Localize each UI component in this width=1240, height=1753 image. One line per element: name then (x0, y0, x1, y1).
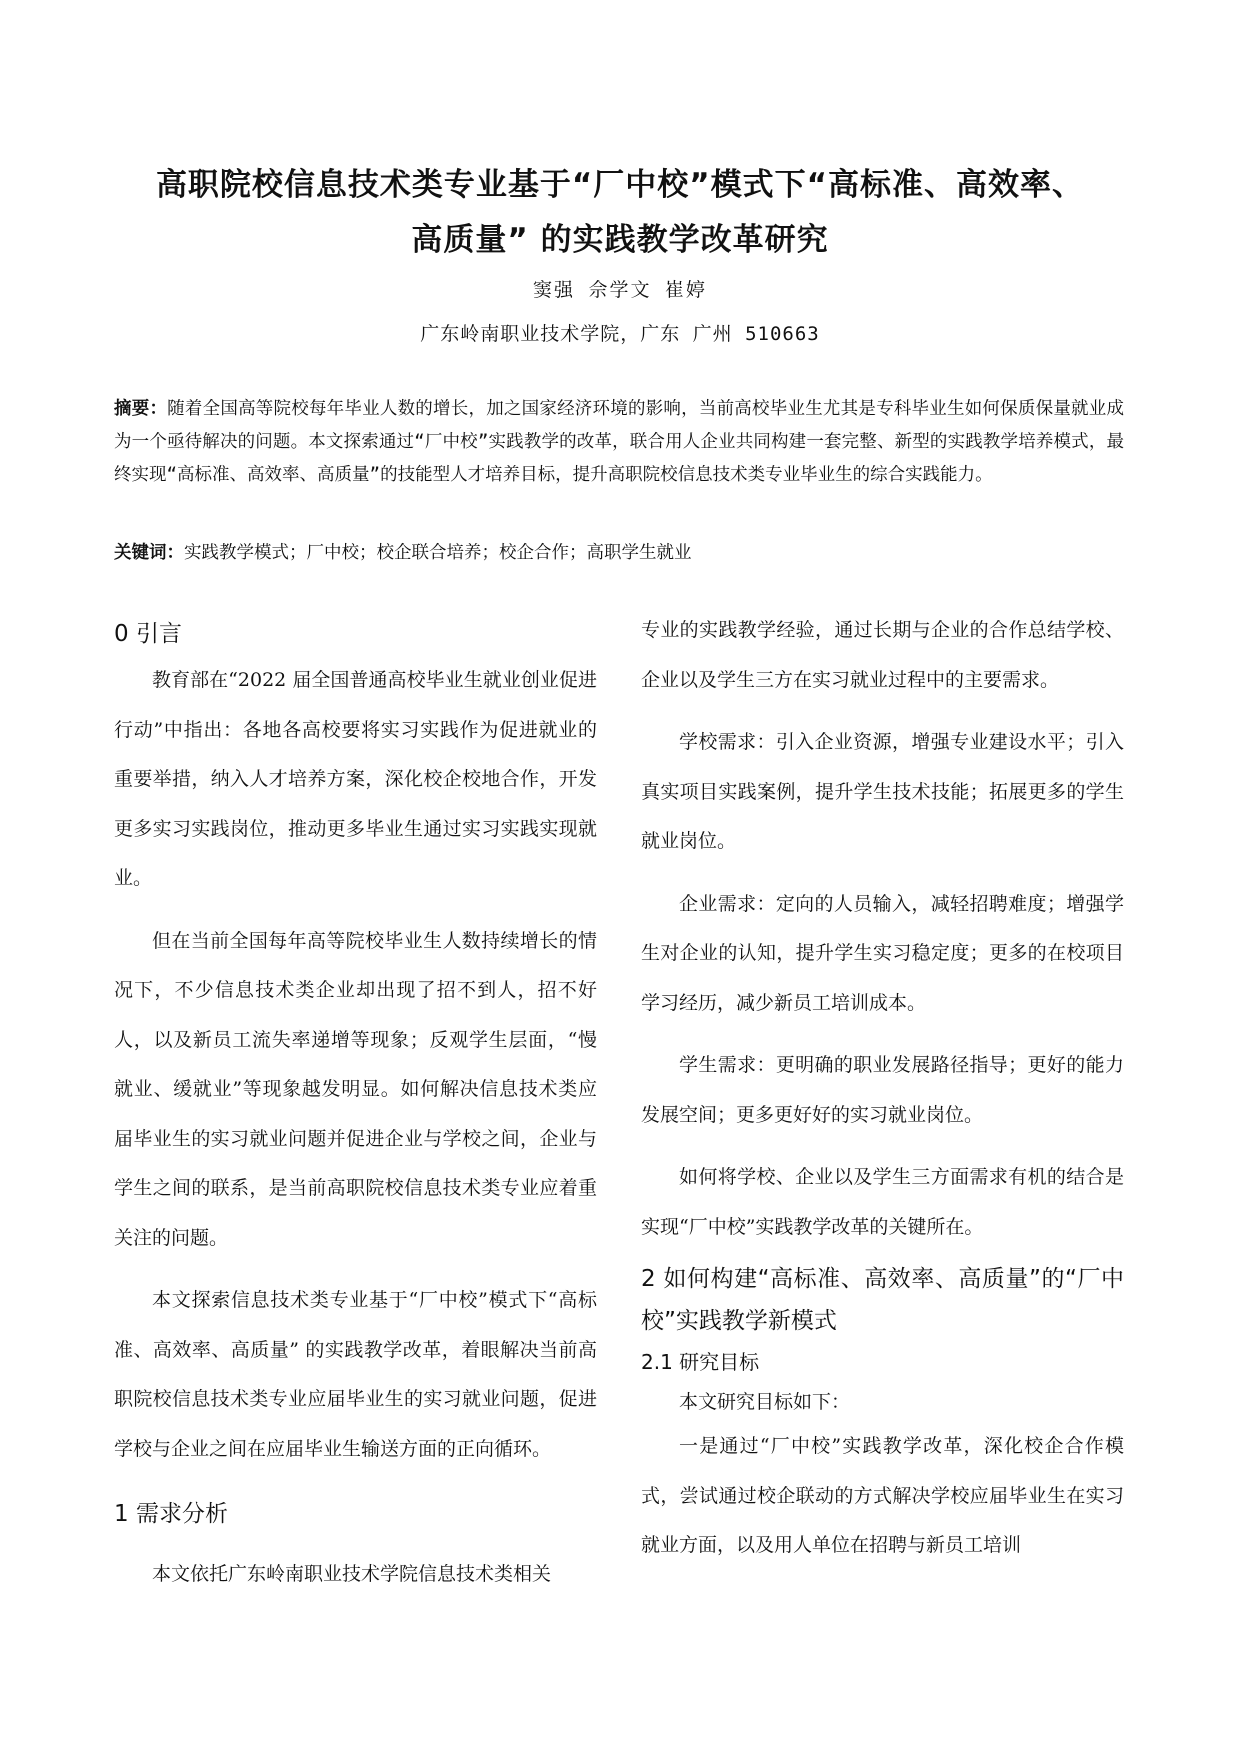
keywords (114, 537, 1124, 570)
affiliation: 广东岭南职业技术学院，广东 广州 510663 (420, 323, 820, 345)
enterprise-needs: 企业需求：定向的人员输入，减轻招聘难度；增强学生对企业的认知，提升学生实习稳定度；更多的在校项目学习经历，减少新员工培训成本。 (641, 892, 1124, 1014)
abstract-text: 随着全国高等院校每年毕业人数的增长，加之国家经济环境的影响，当前高校毕业生尤其是专科毕业生如何保质保量就业成为一个亟待解决的问题。本文探索通过“厂中校”实践教学的改革，联合用人企业共同构建一套完整、新型的实践教学培养模式，最终实现“高标准、高效率、高质量”的技能型人才培养目标，提升高职院校信息技术类专业毕业生的综合实践能力。 (114, 399, 1124, 485)
section-1-heading: 1 需求分析 (114, 1501, 228, 1527)
title-line-1: 高职院校信息技术类专业基于“厂中校”模式下“高标准、高效率、 (155, 167, 1085, 203)
right-column (641, 606, 1124, 1571)
goal-intro: 本文研究目标如下： (679, 1391, 851, 1413)
abstract (114, 393, 1124, 492)
intro-paragraph-1: 教育部在“2022 届全国普通高校毕业生就业创业促进行动”中指出：各地各高校要将实习实践作为促进就业的重要举措，纳入人才培养方案，深化校企校地合作，开发更多实习实践岗位，推动更多毕业生通过实习实践实现就业。 (114, 669, 597, 889)
left-column (114, 612, 597, 1600)
intro-paragraph-3: 本文探索信息技术类专业基于“厂中校”模式下“高标准、高效率、高质量” 的实践教学改革，着眼解决当前高职院校信息技术类专业应届毕业生的实习就业问题，促进学校与企业之间在应届毕业生输送方面的正向循环。 (114, 1289, 597, 1460)
title-line-2: 高质量” 的实践教学改革研究 (411, 222, 829, 258)
keywords-label: 关键词： (114, 543, 184, 563)
student-needs: 学生需求：更明确的职业发展路径指导；更好的能力发展空间；更多更好好的实习就业岗位。 (641, 1054, 1124, 1126)
school-needs: 学校需求：引入企业资源，增强专业建设水平；引入真实项目实践案例，提升学生技术技能；拓展更多的学生就业岗位。 (641, 731, 1124, 852)
keywords-text: 实践教学模式；厂中校；校企联合培养；校企合作；高职学生就业 (184, 543, 692, 563)
section-2-1-heading: 2.1 研究目标 (641, 1350, 760, 1374)
needs-paragraph-cont: 专业的实践教学经验，通过长期与企业的合作总结学校、企业以及学生三方在实习就业过程中的主要需求。 (641, 619, 1124, 691)
intro-paragraph-2: 但在当前全国每年高等院校毕业生人数持续增长的情况下，不少信息技术类企业却出现了招不到人，招不好人，以及新员工流失率递增等现象；反观学生层面，“慢就业、缓就业”等现象越发明显。如何解决信息技术类应届毕业生的实习就业问题并促进企业与学校之间，企业与学生之间的联系，是当前高职院校信息技术类专业应着重关注的问题。 (114, 929, 597, 1249)
needs-paragraph-start: 本文依托广东岭南职业技术学院信息技术类相关 (152, 1563, 552, 1585)
abstract-label: 摘要： (114, 399, 168, 419)
authors: 窦强 佘学文 崔婷 (533, 279, 707, 301)
goal-1: 一是通过“厂中校”实践教学改革，深化校企合作模式，尝试通过校企联动的方式解决学校应届毕业生在实习就业方面，以及用人单位在招聘与新员工培训 (641, 1435, 1124, 1556)
section-0-heading: 0 引言 (114, 621, 182, 647)
section-2-heading: 2 如何构建“高标准、高效率、高质量”的“厂中校”实践教学新模式 (641, 1266, 1124, 1334)
paper-title (80, 158, 1160, 268)
combine-paragraph: 如何将学校、企业以及学生三方面需求有机的结合是实现“厂中校”实践教学改革的关键所在。 (641, 1166, 1124, 1238)
